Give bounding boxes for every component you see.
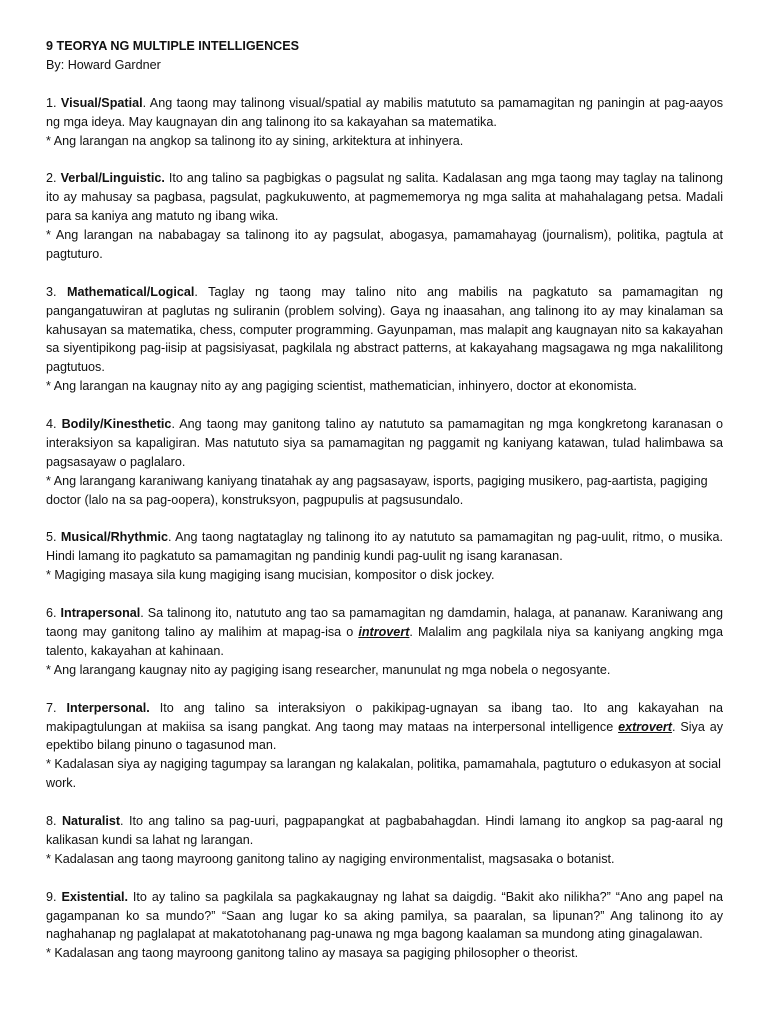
section-9-number: 9.	[46, 889, 57, 904]
spacer	[46, 510, 723, 529]
section-7-body-after: . Siya ay epektibo bilang pinuno o tagasunod man.	[46, 719, 723, 753]
section-9-heading: Existential.	[61, 889, 128, 904]
spacer	[46, 869, 723, 888]
section-3-body: . Taglay ng taong may talino nito ang mabilis na pagkatuto sa pamamagitan ng pangangatuwiran at paglutas ng suliranin (problem solving). Gaya ng inaasahan, ang talinong ito ay may kinalaman sa kahusayan sa matematika, chess, computer programming. Gayunpaman, mas malapit ang kaugnayan nito sa kakayahan sa siyentipikong pag-iisip at pagsisiyasat, pagkilala ng abstract patterns, at kakayahang magsagawa ng mga nakalilitong pagtutuos.	[46, 284, 723, 375]
section-7-heading: Interpersonal.	[66, 700, 150, 715]
section-2-note: * Ang larangan na nababagay sa talinong ito ay pagsulat, abogasya, pamamahayag (journalism), politika, pagtula at pagtuturo.	[46, 228, 723, 261]
section-4-number: 4.	[46, 417, 57, 432]
document-page	[46, 37, 723, 963]
spacer	[46, 793, 723, 812]
section-5-heading: Musical/Rhythmic	[60, 530, 168, 545]
section-7-note: * Kadalasan siya ay nagiging tagumpay sa larangan ng kalakalan, politika, pamamahala, pagtuturo o edukasyon at social work.	[46, 757, 721, 791]
section-9-note: * Kadalasan ang taong mayroong ganitong talino ay masaya sa pagiging philosopher o theorist.	[46, 946, 579, 961]
section-4-heading: Bodily/Kinesthetic	[61, 417, 172, 432]
section-1-number: 1.	[46, 95, 57, 110]
section-6-body-after: . Malalim ang pagkilala niya sa kaniyang angking mga talento, kakayahan at kahinaan.	[46, 625, 723, 658]
section-3-paragraph	[46, 283, 723, 378]
section-8-number: 8.	[46, 814, 57, 829]
section-7-paragraph	[46, 699, 723, 756]
section-2-number: 2.	[46, 171, 57, 186]
section-5-body: . Ang taong nagtataglay ng talinong ito ay natututo sa pamamagitan ng pag-uulit, ritmo, o musika. Hindi lamang ito pagkatuto sa pamamagitan ng pandinig kundi pag-uulit ng isang karanasan.	[46, 530, 723, 564]
section-6-note: * Ang larangang kaugnay nito ay pagiging isang researcher, manunulat ng mga nobela o negosyante.	[46, 662, 611, 677]
section-3-heading: Mathematical/Logical	[66, 284, 195, 299]
section-1-heading: Visual/Spatial	[60, 95, 143, 110]
section-8-paragraph	[46, 812, 723, 850]
document-byline: By: Howard Gardner	[46, 57, 161, 72]
section-3-number: 3.	[46, 284, 57, 299]
section-8-body: . Ito ang talino sa pag-uuri, pagpapangkat at pagbabahagdan. Hindi lamang ito angkop sa pag-aaral ng kalikasan kundi sa lahat ng larangan.	[46, 814, 723, 847]
section-4-note: * Ang larangang karaniwang kaniyang tinatahak ay ang pagsasayaw, isports, pagiging musikero, pag-aartista, pagiging doctor (lalo na sa pag-oopera), konstruksyon, pagpupulis at pagsusundalo.	[46, 473, 708, 507]
spacer	[46, 150, 723, 169]
section-4-body: . Ang taong may ganitong talino ay natututo sa pamamagitan ng mga kongkretong karanasan o interaksiyon sa kapaligiran. Mas natututo siya sa pamamagitan ng paggamit ng kaniyang katawan, tulad halimbawa sa pagsasayaw o paglalaro.	[46, 417, 724, 469]
section-7-number: 7.	[46, 700, 57, 715]
section-2-paragraph	[46, 169, 723, 226]
section-6-number: 6.	[46, 606, 57, 621]
section-5-note: * Magiging masaya sila kung magiging isang mucisian, kompositor o disk jockey.	[46, 568, 495, 583]
section-9-body: Ito ay talino sa pagkilala sa pagkakaugnay ng lahat sa daigdig. “Bakit ako nilikha?” “Ano ang papel na gagampanan ko sa mundo?” “Saan ang lugar ko sa aking pamilya, sa paaralan, sa lipunan?” Ang talinong ito ay naghahanap ng paglalapat at makatotohanang pag-unawa ng mga bagong kaalaman sa mundong ating ginagalawan.	[46, 889, 723, 942]
section-7-body-before: Ito ang talino sa interaksiyon o pakikipag-ugnayan sa ibang tao. Ito ang kakayahan na makipagtulungan at makiisa sa isang pangkat. Ang taong may mataas na interpersonal intelligence	[46, 700, 724, 734]
section-8-heading: Naturalist	[61, 814, 121, 829]
spacer	[46, 680, 723, 699]
section-5-paragraph	[46, 528, 723, 566]
section-6-paragraph	[46, 604, 723, 661]
section-6-term: introvert	[358, 625, 410, 639]
section-1-paragraph	[46, 94, 723, 132]
section-2-body: Ito ang talino sa pagbigkas o pagsulat ng salita. Kadalasan ang mga taong may taglay na talinong ito ay mahusay sa pagbasa, pagsulat, pagkukuwento, at pagmememorya ng mga salita at mahahalagang petsa. Madali para sa kaniya ang matuto ng ibang wika.	[46, 171, 723, 224]
section-7-term: extrovert	[618, 719, 672, 734]
section-9-paragraph	[46, 888, 723, 945]
section-6-heading: Intrapersonal	[60, 606, 141, 621]
section-2-heading: Verbal/Linguistic.	[60, 171, 165, 186]
section-3-note: * Ang larangan na kaugnay nito ay ang pagiging scientist, mathematician, inhinyero, doctor at ekonomista.	[46, 379, 637, 394]
section-1-body: . Ang taong may talinong visual/spatial ay mabilis matututo sa pamamagitan ng paningin at pag-aayos ng mga ideya. May kaugnayan din ang talinong ito sa kakayahan sa matematika.	[46, 95, 724, 129]
section-6-body-before: . Sa talinong ito, natututo ang tao sa pamamagitan ng damdamin, halaga, at pananaw. Karaniwang ang taong may ganitong talino ay malihim at mapag-isa o	[46, 606, 723, 639]
spacer	[46, 75, 723, 94]
spacer	[46, 396, 723, 415]
section-4-paragraph	[46, 415, 723, 472]
section-1-note: * Ang larangan na angkop sa talinong ito ay sining, arkitektura at inhinyera.	[46, 133, 464, 148]
section-5-number: 5.	[46, 530, 57, 545]
document-title: 9 TEORYA NG MULTIPLE INTELLIGENCES	[46, 39, 300, 53]
spacer	[46, 264, 723, 283]
spacer	[46, 585, 723, 604]
section-8-note: * Kadalasan ang taong mayroong ganitong talino ay nagiging environmentalist, magsasaka o botanist.	[46, 851, 615, 866]
